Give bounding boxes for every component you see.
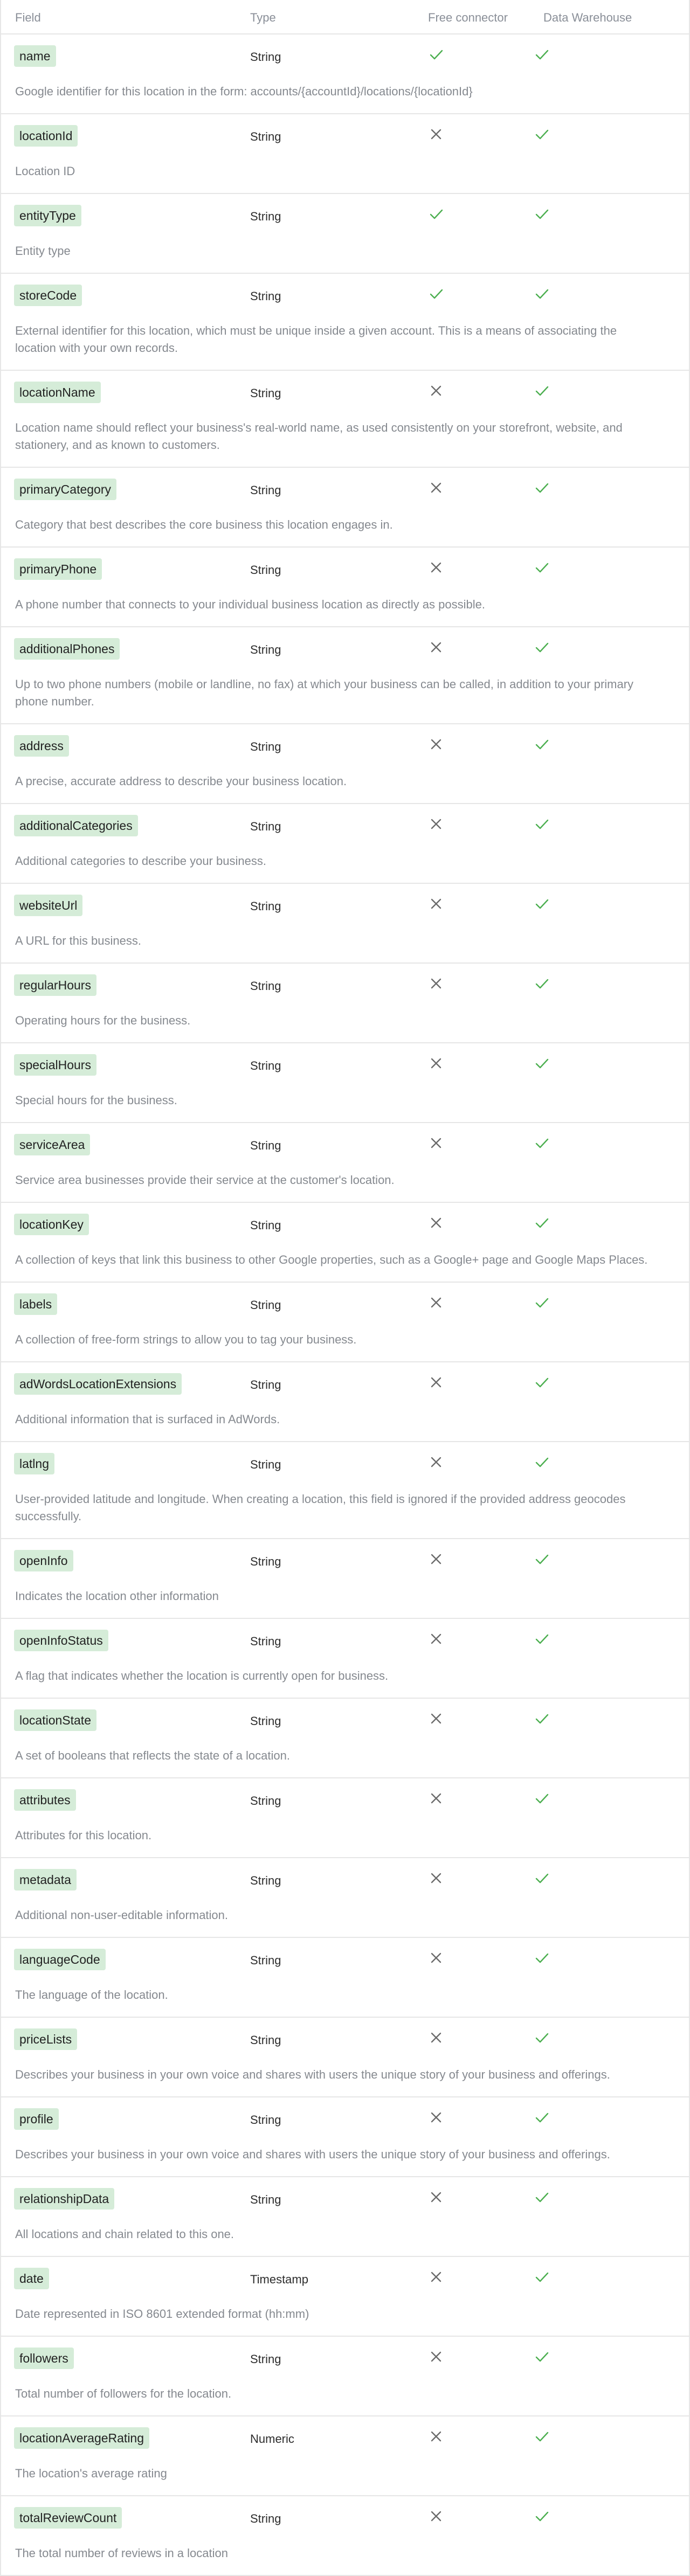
table-row [1, 1619, 689, 1699]
field-description: External identifier for this location, which must be unique inside a given account. This is a means of associating the location with your own records. [15, 324, 617, 355]
free-connector-cross-icon [428, 2349, 444, 2365]
field-name-tag: followers [14, 2348, 74, 2369]
free-connector-check-icon [428, 286, 444, 302]
field-description: All locations and chain related to this one. [15, 2227, 234, 2241]
field-name-tag: locationName [14, 382, 101, 403]
table-row [1, 804, 689, 884]
row-main [1, 1123, 689, 1172]
table-row [1, 2337, 689, 2416]
table-row [1, 1043, 689, 1123]
data-warehouse-check-icon [534, 46, 550, 63]
field-name-tag: name [14, 45, 56, 67]
field-name-tag: storeCode [14, 285, 82, 306]
field-name-tag: adWordsLocationExtensions [14, 1373, 182, 1395]
row-main [1, 274, 689, 322]
field-name-tag: totalReviewCount [14, 2507, 122, 2529]
field-name-tag: regularHours [14, 974, 96, 996]
table-row [1, 548, 689, 627]
header-field: Field [15, 11, 41, 24]
row-main [1, 1778, 689, 1827]
table-row [1, 274, 689, 371]
field-description: Category that best describes the core business this location engages in. [15, 518, 393, 531]
data-warehouse-check-icon [534, 1454, 550, 1470]
free-connector-cross-icon [428, 480, 444, 496]
table-row [1, 1778, 689, 1858]
field-name-tag: attributes [14, 1789, 76, 1811]
field-type: String [250, 1714, 281, 1728]
data-warehouse-check-icon [534, 1870, 550, 1886]
field-type: String [250, 1059, 281, 1072]
table-row [1, 34, 689, 114]
data-warehouse-check-icon [534, 1711, 550, 1727]
free-connector-cross-icon [428, 383, 444, 399]
data-warehouse-check-icon [534, 1551, 550, 1567]
field-description: A flag that indicates whether the location is currently open for business. [15, 1669, 389, 1682]
table-row [1, 468, 689, 548]
free-connector-cross-icon [428, 1135, 444, 1151]
field-name-tag: primaryCategory [14, 479, 116, 500]
field-type: String [250, 289, 281, 303]
field-description: Indicates the location other information [15, 1589, 219, 1603]
row-main [1, 1938, 689, 1986]
free-connector-cross-icon [428, 1870, 444, 1886]
row-main [1, 804, 689, 853]
table-row [1, 964, 689, 1043]
field-name-tag: labels [14, 1293, 57, 1315]
table-row [1, 1699, 689, 1778]
field-description: The location's average rating [15, 2467, 167, 2480]
free-connector-cross-icon [428, 559, 444, 576]
table-header [1, 0, 689, 34]
field-description: Attributes for this location. [15, 1829, 152, 1842]
table-row [1, 2177, 689, 2257]
table-row [1, 884, 689, 964]
data-warehouse-check-icon [534, 1790, 550, 1806]
field-type: String [250, 899, 281, 913]
row-main [1, 1203, 689, 1251]
field-name-tag: locationKey [14, 1214, 89, 1235]
field-type: String [250, 1874, 281, 1887]
field-name-tag: primaryPhone [14, 558, 102, 580]
field-name-tag: additionalPhones [14, 638, 120, 660]
field-description: Service area businesses provide their service at the customer's location. [15, 1173, 395, 1187]
field-description: A collection of keys that link this business to other Google properties, such as a Google+ page and Google Maps Places. [15, 1253, 648, 1266]
field-type: String [250, 386, 281, 400]
field-name-tag: profile [14, 2108, 59, 2130]
data-warehouse-check-icon [534, 1135, 550, 1151]
data-warehouse-check-icon [534, 2508, 550, 2524]
table-row [1, 1362, 689, 1442]
field-description: A URL for this business. [15, 934, 141, 947]
table-row [1, 627, 689, 724]
field-type: String [250, 979, 281, 993]
field-name-tag: websiteUrl [14, 895, 82, 916]
row-main [1, 1362, 689, 1411]
field-type: String [250, 2113, 281, 2127]
row-main [1, 2496, 689, 2545]
data-warehouse-check-icon [534, 975, 550, 992]
field-type: String [250, 1139, 281, 1152]
table-row [1, 194, 689, 274]
table-row [1, 724, 689, 804]
row-main [1, 2097, 689, 2146]
data-warehouse-check-icon [534, 206, 550, 222]
field-type: String [250, 2193, 281, 2206]
data-warehouse-check-icon [534, 639, 550, 655]
data-warehouse-check-icon [534, 1950, 550, 1966]
row-main [1, 724, 689, 773]
table-row [1, 2257, 689, 2337]
field-type: String [250, 2033, 281, 2047]
free-connector-cross-icon [428, 816, 444, 832]
field-type: String [250, 50, 281, 64]
row-main [1, 1043, 689, 1092]
field-description: Up to two phone numbers (mobile or landline, no fax) at which your business can be called, in addition to your primary phone number. [15, 677, 634, 708]
data-warehouse-check-icon [534, 1294, 550, 1311]
field-type: String [250, 563, 281, 577]
field-type: String [250, 820, 281, 833]
free-connector-cross-icon [428, 1711, 444, 1727]
free-connector-cross-icon [428, 1055, 444, 1071]
free-connector-cross-icon [428, 2109, 444, 2125]
field-description: Entity type [15, 244, 71, 258]
data-warehouse-check-icon [534, 2030, 550, 2046]
row-main [1, 194, 689, 243]
free-connector-check-icon [428, 206, 444, 222]
table-row [1, 2496, 689, 2576]
field-name-tag: languageCode [14, 1949, 106, 1970]
field-type: String [250, 643, 281, 656]
free-connector-cross-icon [428, 736, 444, 752]
header-free-connector: Free connector [428, 11, 508, 24]
free-connector-cross-icon [428, 1215, 444, 1231]
row-main [1, 1442, 689, 1491]
field-type: String [250, 1378, 281, 1391]
field-type: String [250, 2352, 281, 2366]
table-row [1, 1938, 689, 2018]
field-description: The total number of reviews in a location [15, 2546, 228, 2560]
header-data-warehouse: Data Warehouse [543, 11, 632, 24]
free-connector-cross-icon [428, 1551, 444, 1567]
field-description: Total number of followers for the location. [15, 2387, 232, 2400]
row-main [1, 884, 689, 932]
data-warehouse-check-icon [534, 559, 550, 576]
field-name-tag: specialHours [14, 1054, 96, 1076]
free-connector-cross-icon [428, 2030, 444, 2046]
table-row [1, 1123, 689, 1203]
data-warehouse-check-icon [534, 2428, 550, 2445]
field-description: Special hours for the business. [15, 1093, 177, 1107]
field-description: Date represented in ISO 8601 extended format (hh:mm) [15, 2307, 309, 2321]
field-name-tag: locationId [14, 125, 78, 147]
table-row [1, 2018, 689, 2097]
data-warehouse-check-icon [534, 1631, 550, 1647]
data-warehouse-check-icon [534, 2349, 550, 2365]
row-main [1, 468, 689, 516]
data-warehouse-check-icon [534, 2109, 550, 2125]
field-type: String [250, 740, 281, 753]
field-type: String [250, 1794, 281, 1808]
row-main [1, 114, 689, 163]
data-warehouse-check-icon [534, 2189, 550, 2205]
data-warehouse-check-icon [534, 1215, 550, 1231]
free-connector-cross-icon [428, 1950, 444, 1966]
free-connector-cross-icon [428, 1294, 444, 1311]
field-name-tag: openInfo [14, 1550, 73, 1571]
field-description: A precise, accurate address to describe your business location. [15, 774, 347, 788]
free-connector-cross-icon [428, 639, 444, 655]
header-type: Type [250, 11, 276, 24]
field-type: String [250, 1635, 281, 1648]
table-body [1, 34, 689, 2576]
data-warehouse-check-icon [534, 1374, 550, 1390]
field-type: String [250, 1458, 281, 1471]
field-type: String [250, 210, 281, 223]
table-row [1, 1539, 689, 1619]
table-row [1, 1442, 689, 1539]
row-main [1, 964, 689, 1012]
row-main [1, 34, 689, 83]
table-row [1, 114, 689, 194]
field-type: String [250, 130, 281, 143]
table-row [1, 1858, 689, 1938]
row-main [1, 2177, 689, 2226]
field-name-tag: priceLists [14, 2028, 77, 2050]
row-main [1, 2416, 689, 2465]
field-name-tag: latlng [14, 1453, 54, 1474]
table-row [1, 371, 689, 468]
data-warehouse-check-icon [534, 480, 550, 496]
field-type: String [250, 1298, 281, 1312]
field-description: Additional non-user-editable information. [15, 1908, 229, 1922]
row-main [1, 2018, 689, 2066]
field-name-tag: entityType [14, 205, 81, 226]
row-main [1, 1283, 689, 1331]
row-main [1, 548, 689, 596]
field-type: String [250, 1555, 281, 1568]
field-name-tag: additionalCategories [14, 815, 138, 836]
field-description: Additional information that is surfaced in AdWords. [15, 1412, 280, 1426]
free-connector-cross-icon [428, 1454, 444, 1470]
table-row [1, 1203, 689, 1283]
field-type: String [250, 1954, 281, 1967]
free-connector-check-icon [428, 46, 444, 63]
data-warehouse-check-icon [534, 2269, 550, 2285]
row-main [1, 2257, 689, 2305]
row-main [1, 1619, 689, 1667]
field-name-tag: relationshipData [14, 2188, 114, 2210]
free-connector-cross-icon [428, 1631, 444, 1647]
free-connector-cross-icon [428, 1374, 444, 1390]
field-type: String [250, 2512, 281, 2525]
field-description: A set of booleans that reflects the state of a location. [15, 1749, 290, 1762]
table-row [1, 2416, 689, 2496]
row-main [1, 627, 689, 676]
free-connector-cross-icon [428, 2428, 444, 2445]
field-description: Additional categories to describe your business. [15, 854, 266, 868]
free-connector-cross-icon [428, 2508, 444, 2524]
field-description: Operating hours for the business. [15, 1014, 191, 1027]
field-name-tag: serviceArea [14, 1134, 90, 1155]
row-main [1, 1699, 689, 1747]
field-name-tag: date [14, 2268, 49, 2289]
field-description: The language of the location. [15, 1988, 168, 2002]
free-connector-cross-icon [428, 2269, 444, 2285]
free-connector-cross-icon [428, 126, 444, 142]
field-description: Describes your business in your own voice and shares with users the unique story of your business and offerings. [15, 2068, 610, 2081]
table-row [1, 1283, 689, 1362]
free-connector-cross-icon [428, 1790, 444, 1806]
field-type: String [250, 1218, 281, 1232]
row-main [1, 2337, 689, 2385]
field-type: String [250, 483, 281, 497]
field-description: Describes your business in your own voice and shares with users the unique story of your business and offerings. [15, 2148, 610, 2161]
field-type: Timestamp [250, 2273, 308, 2286]
field-description: A phone number that connects to your individual business location as directly as possible. [15, 598, 485, 611]
data-warehouse-check-icon [534, 383, 550, 399]
field-name-tag: locationAverageRating [14, 2427, 149, 2449]
field-description: Location ID [15, 164, 75, 178]
free-connector-cross-icon [428, 2189, 444, 2205]
free-connector-cross-icon [428, 896, 444, 912]
field-description: User-provided latitude and longitude. When creating a location, this field is ignored if the provided address geocodes successfully. [15, 1492, 626, 1523]
field-name-tag: address [14, 735, 69, 757]
row-main [1, 1539, 689, 1588]
field-name-tag: openInfoStatus [14, 1630, 108, 1651]
data-warehouse-check-icon [534, 126, 550, 142]
row-main [1, 1858, 689, 1907]
row-main [1, 371, 689, 419]
field-type: Numeric [250, 2432, 294, 2446]
table-row [1, 2097, 689, 2177]
data-warehouse-check-icon [534, 736, 550, 752]
field-description: Google identifier for this location in the form: accounts/{accountId}/locations/{locationId} [15, 85, 473, 98]
data-warehouse-check-icon [534, 816, 550, 832]
data-warehouse-check-icon [534, 286, 550, 302]
field-description: Location name should reflect your business's real-world name, as used consistently on your storefront, website, and stationery, and as known to customers. [15, 421, 623, 452]
field-name-tag: locationState [14, 1709, 96, 1731]
data-warehouse-check-icon [534, 896, 550, 912]
field-name-tag: metadata [14, 1869, 77, 1891]
free-connector-cross-icon [428, 975, 444, 992]
data-warehouse-check-icon [534, 1055, 550, 1071]
field-description: A collection of free-form strings to allow you to tag your business. [15, 1333, 357, 1346]
